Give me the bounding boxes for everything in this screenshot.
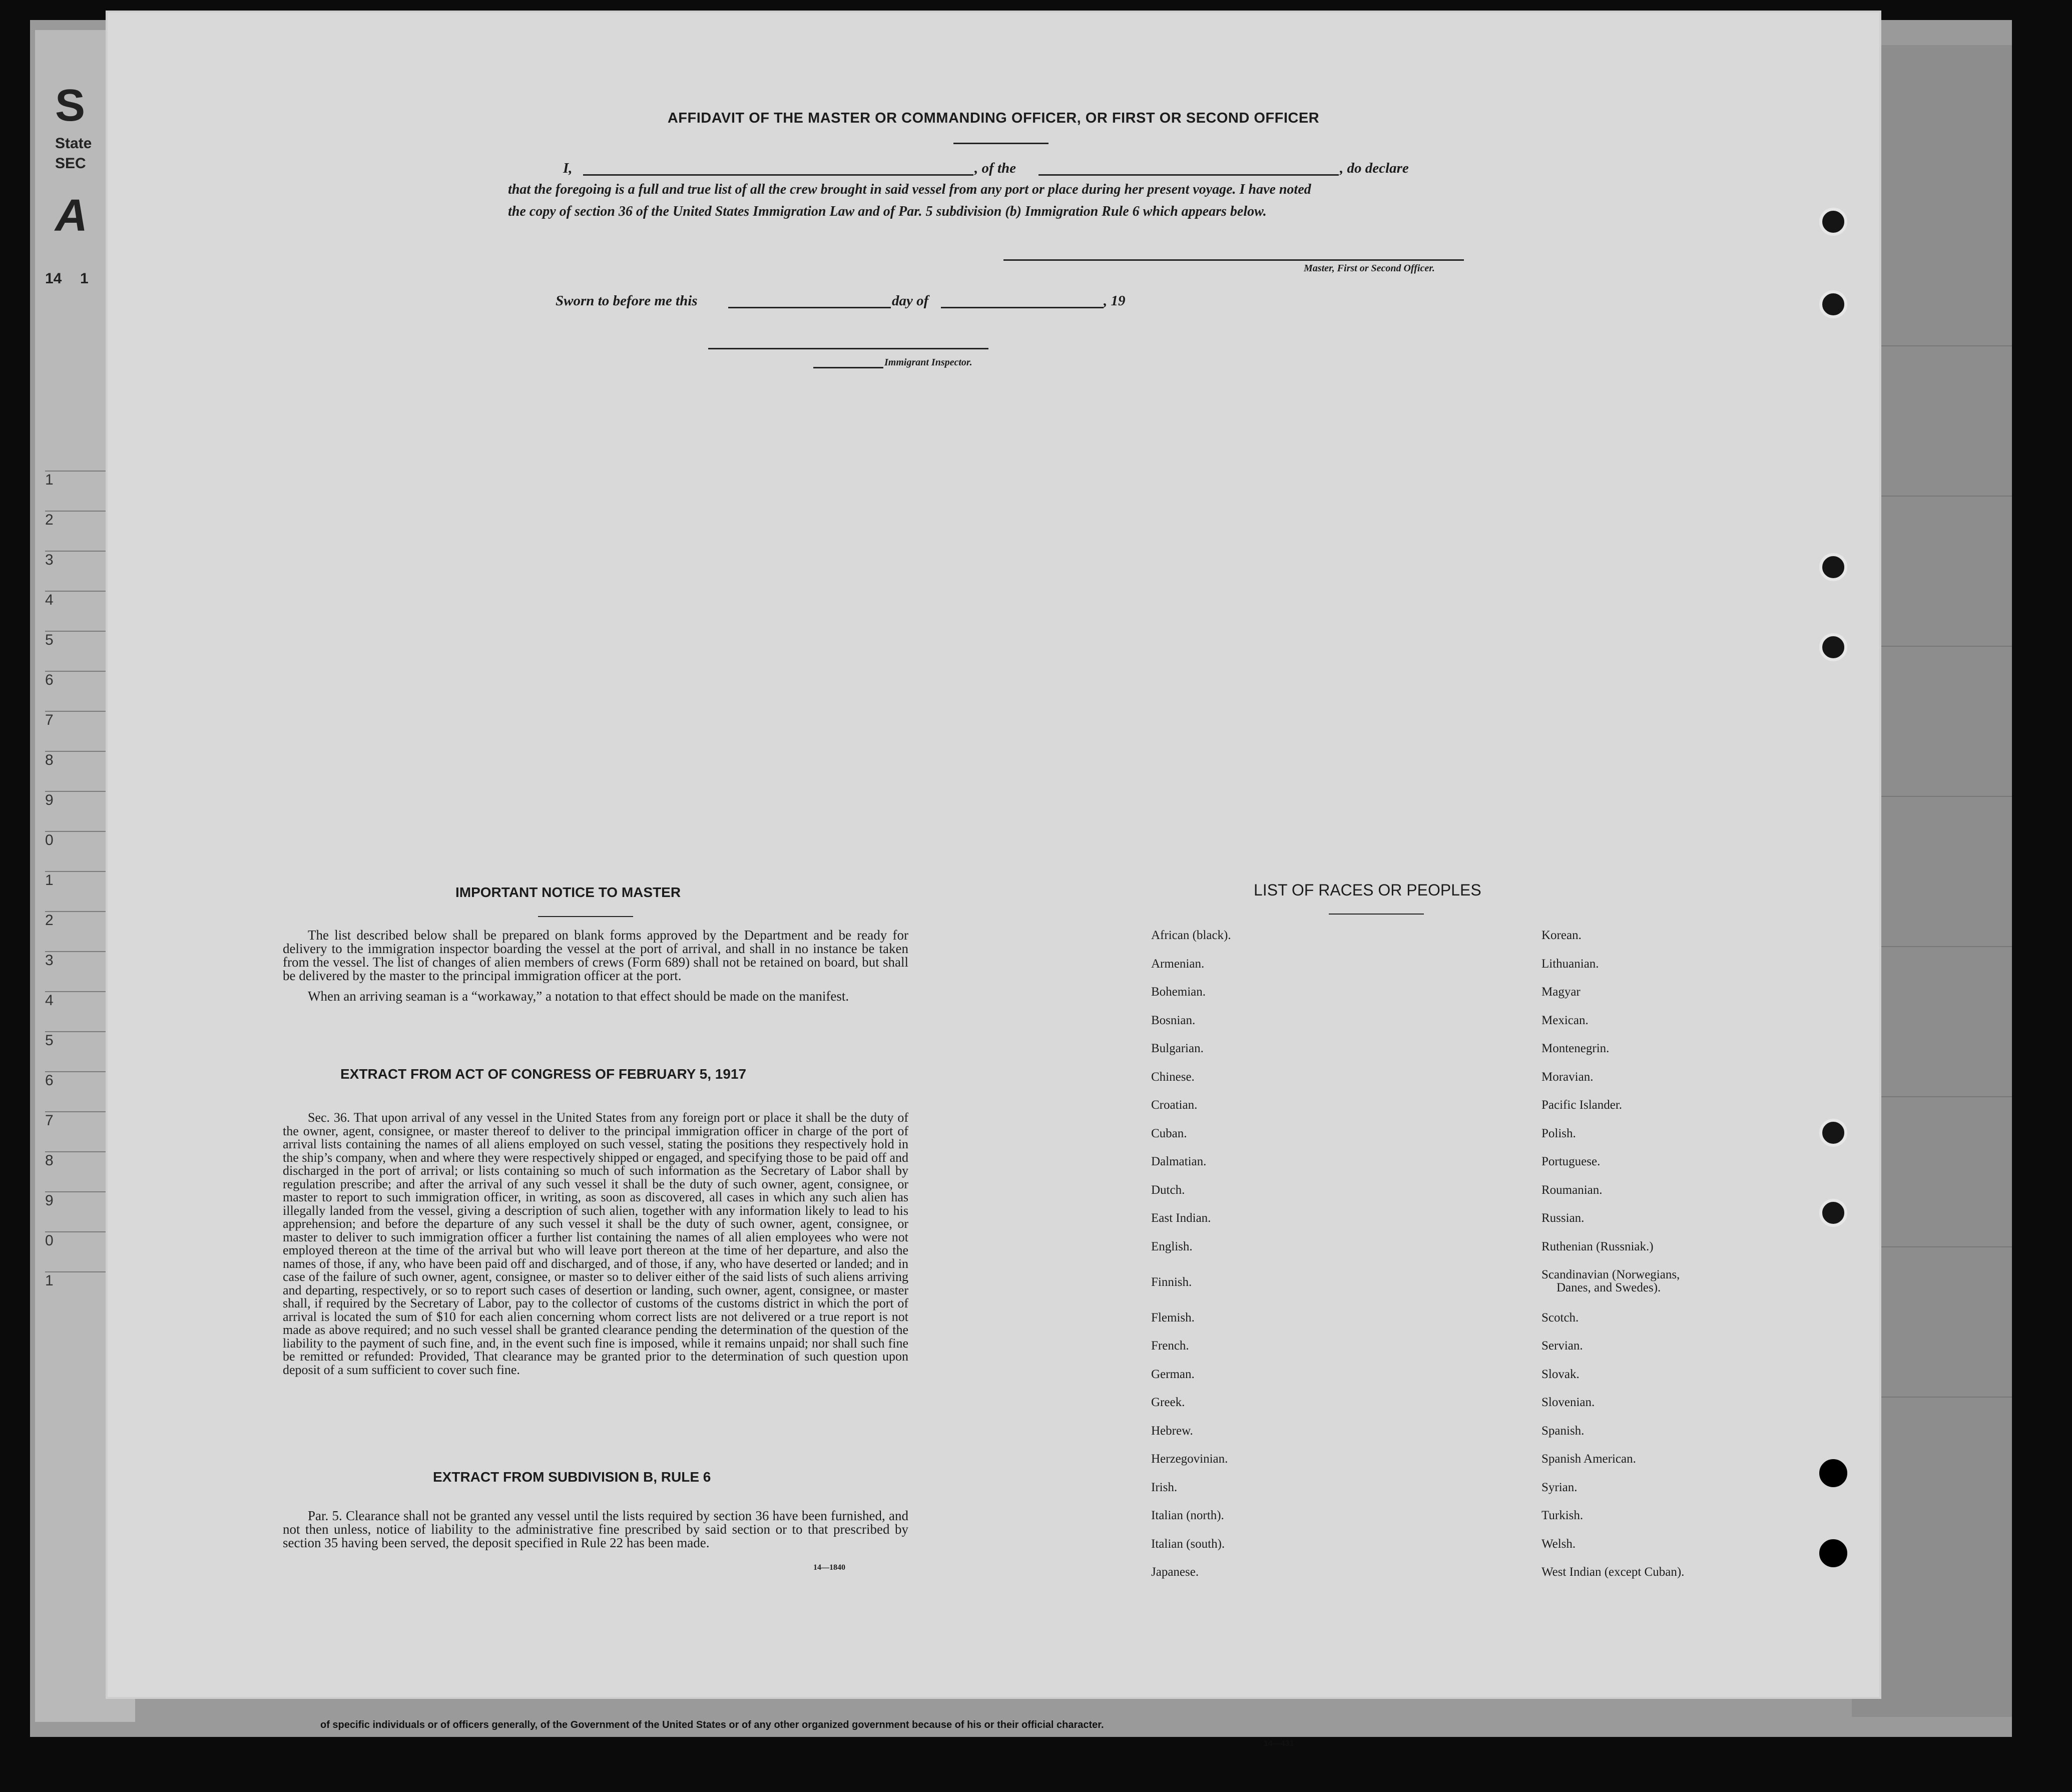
inspector-signature-line bbox=[708, 348, 988, 349]
strip-header-s: S bbox=[55, 81, 86, 131]
race-item-left: English. bbox=[1151, 1239, 1193, 1253]
race-item-right: Slovenian. bbox=[1541, 1396, 1595, 1409]
name-blank bbox=[583, 174, 973, 176]
inspector-label: Immigrant Inspector. bbox=[884, 357, 972, 368]
signature-line bbox=[1003, 259, 1464, 261]
punch-hole bbox=[1819, 553, 1847, 581]
notice-para1: The list described below shall be prepared on blank forms approved by the Department and be ready for delivery to the immigration inspector boarding the vessel at the port of arrival, and shall in no instance be taken from the vessel. The list of changes of alien members of crews (Form 689) shall not be retained on board, but shall be delivered by the master to the principal immigration officer at the port. bbox=[283, 928, 908, 983]
races-title: LIST OF RACES OR PEOPLES bbox=[1254, 881, 1481, 899]
race-item-right: Danes, and Swedes). bbox=[1557, 1281, 1661, 1294]
strip-row-number: 3 bbox=[45, 551, 135, 569]
affidavit-line3: the copy of section 36 of the United States Immigration Law and of Par. 5 subdivision (b) Immigration Rule 6 which appears below. bbox=[508, 204, 1267, 219]
form-number: 14—1840 bbox=[813, 1563, 845, 1572]
strip-row-number: 7 bbox=[45, 1111, 135, 1129]
affidavit-i: I, bbox=[563, 160, 573, 176]
strip-row-number: 8 bbox=[45, 751, 135, 769]
race-item-left: Greek. bbox=[1151, 1396, 1185, 1409]
race-item-left: Bohemian. bbox=[1151, 985, 1206, 999]
notice-divider bbox=[538, 916, 633, 917]
affidavit-title: AFFIDAVIT OF THE MASTER OR COMMANDING OFFICER, OR FIRST OR SECOND OFFICER bbox=[667, 110, 1320, 126]
race-item-right: Korean. bbox=[1541, 929, 1582, 942]
strip-row-number: 4 bbox=[45, 991, 135, 1009]
strip-row-number: 6 bbox=[45, 671, 135, 689]
punch-hole bbox=[1819, 1459, 1847, 1487]
strip-row-number: 4 bbox=[45, 591, 135, 609]
race-item-left: Cuban. bbox=[1151, 1126, 1187, 1140]
affidavit-page bbox=[108, 13, 1879, 1697]
race-item-left: Chinese. bbox=[1151, 1070, 1195, 1084]
race-item-right: Scandinavian (Norwegians, bbox=[1541, 1268, 1680, 1281]
race-item-left: Italian (south). bbox=[1151, 1537, 1225, 1551]
strip-row-number: 2 bbox=[45, 911, 135, 929]
strip-header-a: A bbox=[55, 191, 88, 241]
race-item-left: German. bbox=[1151, 1367, 1195, 1381]
race-item-left: Herzegovinian. bbox=[1151, 1452, 1228, 1466]
notice-body bbox=[283, 929, 908, 1003]
strip-header-sec: SEC bbox=[55, 155, 86, 172]
race-item-right: Magyar bbox=[1541, 985, 1581, 999]
punch-hole bbox=[1819, 290, 1847, 318]
punch-hole bbox=[1819, 633, 1847, 661]
year-text: , 19 bbox=[1104, 293, 1126, 309]
punch-hole bbox=[1819, 1119, 1847, 1147]
affidavit-line2: that the foregoing is a full and true list of all the crew brought in said vessel from any port or place during her present voyage. I have noted bbox=[508, 182, 1311, 197]
race-item-left: East Indian. bbox=[1151, 1211, 1211, 1225]
race-item-left: Dutch. bbox=[1151, 1183, 1185, 1197]
race-item-right: West Indian (except Cuban). bbox=[1541, 1565, 1685, 1579]
race-item-left: Flemish. bbox=[1151, 1310, 1195, 1324]
race-item-right: Russian. bbox=[1541, 1211, 1585, 1225]
day-of-text: day of bbox=[892, 293, 929, 309]
sworn-day-blank bbox=[728, 307, 891, 308]
title-divider bbox=[953, 143, 1049, 144]
inspector-prefix-line bbox=[813, 367, 883, 368]
race-item-left: Croatian. bbox=[1151, 1098, 1198, 1112]
strip-row-number: 9 bbox=[45, 1191, 135, 1209]
sworn-month-blank bbox=[941, 307, 1104, 308]
strip-col-1: 1 bbox=[80, 270, 89, 287]
punch-hole bbox=[1819, 1539, 1847, 1567]
race-item-left: French. bbox=[1151, 1339, 1189, 1353]
strip-row-number: 9 bbox=[45, 791, 135, 809]
race-item-right: Pacific Islander. bbox=[1541, 1098, 1623, 1112]
race-item-left: Irish. bbox=[1151, 1480, 1178, 1494]
punch-hole bbox=[1819, 208, 1847, 236]
affidavit-declare: , do declare bbox=[1340, 160, 1409, 176]
race-item-right: Ruthenian (Russniak.) bbox=[1541, 1239, 1654, 1253]
race-item-right: Servian. bbox=[1541, 1339, 1583, 1353]
strip-row-number: 3 bbox=[45, 951, 135, 969]
sec36-text: Sec. 36. That upon arrival of any vessel in the United States from any foreign port or place it shall be the duty of the owner, agent, consignee, or master thereof to deliver to the principal immigration officer in charge of the port of arrival lists containing the names of all aliens employed on such vessel, stating the positions they respectively hold in the ship’s company, when and where they were respectively shipped or engaged, and specifying those to be paid off and discharged in the port of arrival; or lists containing so much of such information as the Secretary of Labor shall by regulation prescribe; and after the arrival of any such vessel it shall be the duty of such owner, agent, consignee, or master to report to such immigration officer, in writing, as soon as discovered, all cases in which any such alien has illegally landed from the vessel, giving a description of such alien, together with any information likely to lead to his apprehension; and before the departure of any such vessel it shall be the duty of such owner, agent, consignee, or master to deliver to such immigration officer a further list containing the names of all alien employees who were not employed thereon at the time of the arrival but who will leave port thereon at the time of her departure, and also the names of those, if any, who have been paid off and discharged, and of those, if any, who have deserted or landed; and in case of the failure of such owner, agent, consignee, or master so to deliver either of the said lists of such aliens arriving and departing, respectively, or so to report such cases of desertion or landing, such owner, agent, consignee, or master shall, if required by the Secretary of Labor, pay to the collector of customs of the customs district in which the port of arrival is located the sum of $10 for each alien concerning whom correct lists are not delivered or a true report is not made as above required; and no such vessel shall be granted clearance pending the determination of the question of the liability to the payment of such fine, and, in the event such fine is imposed, while it remains unpaid; nor shall such fine be remitted or refunded: Provided, That clearance may be granted prior to the determination of such question upon deposit of a sum sufficient to cover such fine. bbox=[283, 1110, 908, 1377]
race-item-right: Scotch. bbox=[1541, 1310, 1579, 1324]
notice-title: IMPORTANT NOTICE TO MASTER bbox=[455, 884, 681, 900]
strip-row-number: 0 bbox=[45, 1231, 135, 1249]
race-item-right: Spanish. bbox=[1541, 1424, 1585, 1438]
par5-text: Par. 5. Clearance shall not be granted any vessel until the lists required by section 36 have been furnished, and not then unless, notice of liability to the administrative fine prescribed by said section or to that prescribed by section 35 having been served, the deposit specified in Rule 22 has been made. bbox=[283, 1508, 908, 1550]
race-item-left: Dalmatian. bbox=[1151, 1155, 1207, 1168]
race-item-right: Mexican. bbox=[1541, 1013, 1589, 1027]
strip-col-14: 14 bbox=[45, 270, 62, 287]
sworn-text: Sworn to before me this bbox=[556, 293, 698, 309]
strip-row-number: 1 bbox=[45, 471, 135, 489]
extract-act-title: EXTRACT FROM ACT OF CONGRESS OF FEBRUARY 5, 1917 bbox=[340, 1066, 747, 1082]
race-item-left: African (black). bbox=[1151, 929, 1231, 942]
strip-row-number: 5 bbox=[45, 1031, 135, 1049]
race-item-right: Polish. bbox=[1541, 1126, 1576, 1140]
extract-rule-body bbox=[283, 1509, 908, 1550]
strip-row-number: 7 bbox=[45, 711, 135, 729]
strip-row-number: 1 bbox=[45, 871, 135, 889]
race-item-right: Lithuanian. bbox=[1541, 957, 1599, 971]
race-item-right: Slovak. bbox=[1541, 1367, 1580, 1381]
extract-act-body bbox=[283, 1111, 908, 1377]
strip-row-number: 1 bbox=[45, 1271, 135, 1289]
strip-row-number: 5 bbox=[45, 631, 135, 649]
affidavit-of-the: , of the bbox=[974, 160, 1016, 176]
strip-row-number: 6 bbox=[45, 1071, 135, 1089]
race-item-left: Japanese. bbox=[1151, 1565, 1199, 1579]
strip-row-number: 0 bbox=[45, 831, 135, 849]
strip-row-number: 8 bbox=[45, 1151, 135, 1169]
race-item-right: Turkish. bbox=[1541, 1509, 1584, 1522]
race-item-right: Roumanian. bbox=[1541, 1183, 1603, 1197]
race-item-right: Spanish American. bbox=[1541, 1452, 1636, 1466]
race-item-left: Hebrew. bbox=[1151, 1424, 1193, 1438]
strip-header-state: State bbox=[55, 135, 92, 152]
races-divider bbox=[1329, 914, 1424, 915]
punch-hole bbox=[1819, 1199, 1847, 1227]
race-item-right: Syrian. bbox=[1541, 1480, 1578, 1494]
race-item-right: Moravian. bbox=[1541, 1070, 1594, 1084]
extract-rule-title: EXTRACT FROM SUBDIVISION B, RULE 6 bbox=[433, 1469, 711, 1485]
race-item-left: Bulgarian. bbox=[1151, 1042, 1204, 1055]
signature-label: Master, First or Second Officer. bbox=[1304, 263, 1435, 274]
notice-para2: When an arriving seaman is a “workaway,” a notation to that effect should be made on the manifest. bbox=[308, 989, 849, 1004]
underlying-form-number: 14—431 bbox=[1264, 1739, 1294, 1748]
race-item-right: Welsh. bbox=[1541, 1537, 1576, 1551]
race-item-left: Finnish. bbox=[1151, 1275, 1192, 1289]
strip-row-number: 2 bbox=[45, 511, 135, 529]
race-item-left: Armenian. bbox=[1151, 957, 1205, 971]
underlying-bottom-text: of specific individuals or of officers generally, of the Government of the United States or of any other organized government because of his or their official character. bbox=[320, 1719, 1104, 1730]
race-item-right: Portuguese. bbox=[1541, 1155, 1601, 1168]
race-item-left: Bosnian. bbox=[1151, 1013, 1196, 1027]
vessel-blank bbox=[1039, 174, 1339, 176]
race-item-right: Montenegrin. bbox=[1541, 1042, 1610, 1055]
race-item-left: Italian (north). bbox=[1151, 1509, 1224, 1522]
